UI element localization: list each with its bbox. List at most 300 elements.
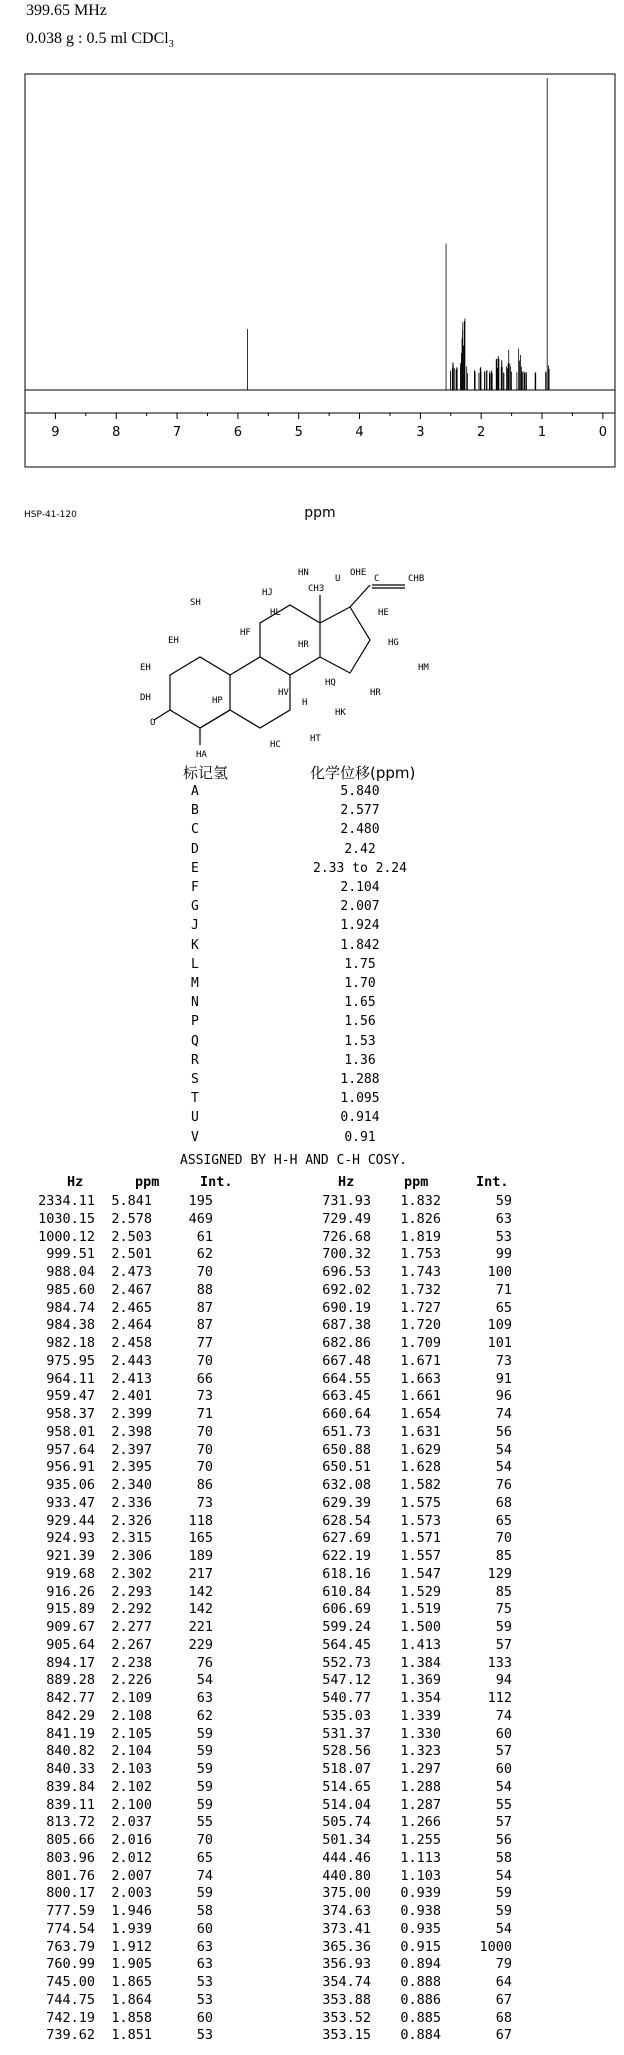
peak-int: 60 [495, 1761, 512, 1777]
peak-ppm: 1.905 [111, 1956, 152, 1973]
peak-hz: 692.02 [322, 1281, 371, 1298]
peak-int: 54 [196, 1672, 213, 1689]
peak-ppm: 0.886 [400, 1991, 441, 2008]
peak-int: 133 [487, 1654, 512, 1671]
assign-label: V [191, 1129, 199, 1145]
assign-label: S [191, 1072, 199, 1087]
peak-ppm: 1.865 [111, 1974, 152, 1990]
peak-int: 59 [495, 1885, 512, 1902]
peak-hz: 894.17 [46, 1654, 95, 1671]
peak-int: 91 [495, 1370, 512, 1387]
peak-ppm: 1.573 [400, 1512, 441, 1529]
peak-int: 189 [188, 1548, 213, 1564]
peak-ppm: 1.864 [111, 1991, 152, 2008]
peak-ppm: 1.575 [400, 1494, 441, 1511]
peak-ppm: 0.894 [400, 1956, 441, 1973]
peak-ppm: 1.288 [400, 1778, 441, 1795]
peak-hz: 839.84 [46, 1778, 95, 1795]
assign-label: D [191, 841, 199, 857]
peak-hz: 919.68 [46, 1565, 95, 1582]
peak-hz: 805.66 [46, 1832, 95, 1848]
peak-int: 73 [495, 1352, 512, 1369]
peak-int: 70 [196, 1832, 213, 1848]
peak-hz: 739.62 [46, 2027, 95, 2044]
peak-ppm: 2.395 [111, 1459, 152, 1476]
peak-ppm: 1.858 [111, 2009, 152, 2026]
peak-int: 70 [196, 1423, 213, 1440]
peak-ppm: 0.888 [400, 1974, 441, 1990]
label-r-mid: HR [298, 640, 309, 650]
peak-ppm: 1.500 [400, 1619, 441, 1635]
x-axis-label: ppm [304, 505, 336, 521]
peak-int: 70 [196, 1459, 213, 1476]
peak-ppm: 1.103 [400, 1867, 441, 1884]
peak-int: 85 [495, 1548, 512, 1564]
label-h: H [302, 698, 308, 708]
carbonyl-bond [154, 710, 170, 720]
peak-int: 73 [196, 1388, 213, 1405]
peak-hz: 528.56 [322, 1743, 371, 1760]
peak-ppm: 1.629 [400, 1441, 441, 1458]
peak-hz: 742.19 [46, 2009, 95, 2026]
peak-hz: 841.19 [46, 1725, 95, 1742]
peak-hz: 663.45 [322, 1388, 371, 1405]
peak-ppm: 0.885 [400, 2009, 441, 2026]
assign-label: A [191, 784, 199, 799]
assign-label: T [191, 1091, 199, 1107]
peak-ppm: 2.105 [111, 1725, 152, 1742]
peak-hz: 2334.11 [38, 1193, 95, 1209]
peak-int: 71 [196, 1406, 213, 1422]
peak-ppm: 2.326 [111, 1512, 152, 1529]
peak-ppm: 1.628 [400, 1459, 441, 1476]
peak-int: 56 [495, 1832, 512, 1848]
label-j: HJ [262, 588, 273, 598]
peak-hz: 606.69 [322, 1601, 371, 1618]
peak-hz: 518.07 [322, 1761, 371, 1777]
sample-sub: 3 [168, 39, 174, 51]
assignment-note: ASSIGNED BY H-H AND C-H COSY. [180, 1153, 407, 1168]
peak-ppm: 1.753 [400, 1246, 441, 1263]
peak-int: 60 [196, 1920, 213, 1937]
peak-int: 85 [495, 1583, 512, 1600]
peak-int: 74 [196, 1867, 213, 1884]
peak-ppm: 2.102 [111, 1778, 152, 1795]
peak-int: 68 [495, 2009, 512, 2026]
peak-header-ppm-right: ppm [404, 1174, 429, 1190]
peak-int: 165 [188, 1530, 213, 1547]
peak-int: 59 [196, 1761, 213, 1777]
assign-label: F [191, 880, 199, 895]
peak-int: 65 [495, 1299, 512, 1316]
assign-shift: 5.840 [340, 784, 380, 799]
peak-int: 59 [196, 1743, 213, 1760]
peak-int: 55 [495, 1796, 512, 1813]
sample-main: 0.038 g : 0.5 ml CDCl [26, 30, 169, 47]
peak-ppm: 1.709 [400, 1335, 441, 1351]
peak-ppm: 1.519 [400, 1601, 441, 1618]
peak-hz: 958.01 [46, 1423, 95, 1440]
peak-int: 53 [196, 2027, 213, 2044]
assign-label: L [191, 956, 199, 972]
label-e-left: EH [140, 663, 151, 673]
x-tick-label: 8 [112, 425, 121, 440]
x-tick-label: 1 [537, 425, 547, 440]
assign-label: E [191, 860, 199, 876]
peak-ppm: 1.826 [400, 1210, 441, 1227]
peak-ppm: 0.939 [400, 1885, 441, 1902]
assign-shift: 1.70 [344, 976, 376, 991]
peak-hz: 988.04 [46, 1264, 95, 1280]
peak-hz: 682.86 [322, 1335, 371, 1351]
peak-ppm: 1.266 [400, 1814, 441, 1831]
peak-hz: 610.84 [322, 1583, 371, 1600]
ring-d [320, 607, 370, 673]
peak-int: 63 [196, 1938, 213, 1955]
peak-int: 60 [196, 2009, 213, 2026]
peak-hz: 700.32 [322, 1246, 371, 1263]
peak-hz: 774.54 [46, 1920, 95, 1937]
peak-ppm: 2.399 [111, 1406, 152, 1422]
assign-label: B [191, 803, 199, 819]
x-tick-label: 7 [172, 425, 182, 440]
peak-int: 71 [495, 1281, 512, 1298]
assign-label: N [191, 995, 199, 1011]
peak-ppm: 1.946 [111, 1903, 152, 1919]
peak-int: 88 [196, 1281, 213, 1298]
peak-hz: 599.24 [322, 1619, 371, 1635]
peak-int: 63 [196, 1690, 213, 1706]
peak-int: 96 [495, 1388, 512, 1405]
peak-ppm: 2.292 [111, 1601, 152, 1618]
peak-int: 59 [196, 1725, 213, 1742]
peak-hz: 842.77 [46, 1690, 95, 1706]
peak-hz: 984.74 [46, 1299, 95, 1316]
peak-ppm: 2.016 [111, 1832, 152, 1848]
peak-int: 87 [196, 1299, 213, 1316]
label-s: SH [190, 598, 201, 608]
ethynyl-bond [350, 585, 370, 607]
peak-int: 65 [196, 1849, 213, 1866]
peak-int: 87 [196, 1317, 213, 1334]
peak-int: 58 [196, 1903, 213, 1919]
assign-label: Q [191, 1033, 199, 1049]
label-oh: OHE [350, 568, 367, 578]
peak-header-ppm-left: ppm [135, 1174, 160, 1190]
peak-ppm: 1.330 [400, 1725, 441, 1742]
peak-hz: 729.49 [322, 1210, 371, 1227]
peak-int: 64 [495, 1974, 512, 1990]
peak-header-int-right: Int. [476, 1174, 509, 1190]
assign-shift: 1.75 [344, 956, 376, 972]
assign-shift: 1.924 [340, 918, 380, 934]
peak-hz: 547.12 [322, 1672, 371, 1689]
peak-int: 118 [188, 1512, 213, 1529]
peak-hz: 514.65 [322, 1778, 371, 1795]
peak-hz: 374.63 [322, 1903, 371, 1919]
peak-int: 217 [188, 1565, 213, 1582]
ring-c [260, 605, 320, 675]
peak-int: 74 [495, 1707, 512, 1724]
peak-hz: 909.67 [46, 1619, 95, 1635]
peak-hz: 985.60 [46, 1281, 95, 1298]
peak-ppm: 2.464 [111, 1317, 152, 1334]
peak-ppm: 1.323 [400, 1743, 441, 1760]
peak-ppm: 2.465 [111, 1299, 152, 1316]
peak-hz: 760.99 [46, 1956, 95, 1973]
peak-int: 94 [495, 1672, 512, 1689]
peak-hz: 777.59 [46, 1903, 95, 1919]
peak-hz: 763.79 [46, 1938, 95, 1955]
assign-label: P [191, 1014, 199, 1030]
peak-ppm: 2.108 [111, 1707, 152, 1724]
peak-hz: 650.88 [322, 1441, 371, 1458]
peak-hz: 628.54 [322, 1512, 371, 1529]
label-d: DH [140, 693, 151, 703]
peak-int: 53 [196, 1974, 213, 1990]
nmr-spectrum-chart [0, 70, 624, 530]
peak-hz: 650.51 [322, 1459, 371, 1476]
peak-hz: 905.64 [46, 1636, 95, 1653]
peak-ppm: 1.287 [400, 1796, 441, 1813]
label-p: HP [212, 696, 223, 706]
peak-int: 76 [196, 1654, 213, 1671]
peak-int: 55 [196, 1814, 213, 1831]
peak-int: 54 [495, 1867, 512, 1884]
peak-hz: 916.26 [46, 1583, 95, 1600]
peak-int: 59 [495, 1619, 512, 1635]
peak-ppm: 1.547 [400, 1565, 441, 1582]
peak-hz: 975.95 [46, 1352, 95, 1369]
peak-int: 54 [495, 1920, 512, 1937]
peak-ppm: 2.103 [111, 1761, 152, 1777]
peak-int: 67 [495, 2027, 512, 2044]
assign-label: J [191, 918, 199, 934]
assign-label: U [191, 1110, 199, 1126]
assign-shift: 1.36 [344, 1052, 376, 1068]
peak-hz: 627.69 [322, 1530, 371, 1547]
peak-ppm: 2.104 [111, 1743, 152, 1760]
label-q: HQ [325, 678, 336, 688]
peak-ppm: 1.663 [400, 1370, 441, 1387]
peak-hz: 731.93 [322, 1193, 371, 1209]
peak-ppm: 1.912 [111, 1938, 152, 1955]
peak-ppm: 2.413 [111, 1370, 152, 1387]
peak-int: 100 [487, 1264, 512, 1280]
peak-ppm: 1.339 [400, 1707, 441, 1724]
peak-ppm: 1.720 [400, 1317, 441, 1334]
peak-ppm: 2.401 [111, 1388, 152, 1405]
assign-label: M [191, 976, 199, 991]
label-u: U [335, 574, 341, 584]
peak-hz: 1030.15 [38, 1210, 95, 1227]
peak-hz: 444.46 [322, 1849, 371, 1866]
peak-int: 62 [196, 1707, 213, 1724]
assign-shift: 2.104 [340, 880, 380, 895]
peak-int: 86 [196, 1477, 213, 1493]
peak-ppm: 2.100 [111, 1796, 152, 1813]
peak-int: 56 [495, 1423, 512, 1440]
peak-int: 109 [487, 1317, 512, 1334]
frequency-label: 399.65 MHz [26, 2, 107, 19]
peak-hz: 501.34 [322, 1832, 371, 1848]
peak-hz: 840.82 [46, 1743, 95, 1760]
peak-int: 73 [196, 1494, 213, 1511]
peak-ppm: 2.398 [111, 1423, 152, 1440]
peak-ppm: 1.939 [111, 1920, 152, 1937]
x-tick-label: 3 [416, 425, 425, 440]
plot-frame [25, 74, 615, 467]
peak-int: 195 [188, 1193, 213, 1209]
peak-hz: 696.53 [322, 1264, 371, 1280]
assign-shift: 1.842 [340, 937, 380, 953]
sample-label [26, 30, 174, 50]
assign-col1-header: 标记氢 [183, 764, 229, 782]
assign-shift: 1.65 [344, 995, 376, 1011]
assign-label: G [191, 899, 199, 915]
peak-ppm: 1.113 [400, 1849, 441, 1866]
x-tick-label: 6 [233, 425, 243, 440]
label-ch3: CH3 [308, 584, 325, 594]
peak-hz: 839.11 [46, 1796, 95, 1813]
assign-shift: 1.288 [340, 1072, 380, 1087]
peak-hz: 933.47 [46, 1494, 95, 1511]
peak-int: 142 [188, 1601, 213, 1618]
peak-ppm: 2.397 [111, 1441, 152, 1458]
peak-ppm: 1.832 [400, 1193, 441, 1209]
peak-hz: 354.74 [322, 1974, 371, 1990]
x-tick-label: 0 [598, 425, 607, 440]
peak-hz: 690.19 [322, 1299, 371, 1316]
peak-ppm: 1.557 [400, 1548, 441, 1564]
peak-ppm: 2.473 [111, 1264, 152, 1280]
ring-a [170, 657, 230, 728]
peak-hz: 929.44 [46, 1512, 95, 1529]
peak-ppm: 1.631 [400, 1423, 441, 1440]
peak-int: 67 [495, 1991, 512, 2008]
peak-hz: 514.04 [322, 1796, 371, 1813]
peak-ppm: 2.267 [111, 1636, 152, 1653]
peak-hz: 801.76 [46, 1867, 95, 1884]
assign-shift: 0.91 [344, 1129, 376, 1145]
peak-header-hz-right: Hz [338, 1174, 355, 1190]
peak-ppm: 1.582 [400, 1477, 441, 1493]
peak-ppm: 1.732 [400, 1281, 441, 1298]
sample-code: HSP-41-120 [24, 510, 77, 520]
peak-int: 142 [188, 1583, 213, 1600]
peak-int: 65 [495, 1512, 512, 1529]
peak-int: 112 [487, 1690, 512, 1706]
peak-ppm: 1.354 [400, 1690, 441, 1706]
label-r-right: HR [370, 688, 381, 698]
label-k: HK [335, 708, 346, 718]
label-e-right: HE [378, 608, 389, 618]
assign-shift: 1.56 [344, 1014, 376, 1030]
peak-ppm: 1.671 [400, 1352, 441, 1369]
assign-shift: 2.42 [344, 841, 376, 857]
peak-int: 70 [196, 1264, 213, 1280]
peak-int: 70 [196, 1352, 213, 1369]
peak-hz: 632.08 [322, 1477, 371, 1493]
peak-hz: 964.11 [46, 1370, 95, 1387]
peak-hz: 935.06 [46, 1477, 95, 1493]
atom-o: O [150, 718, 156, 728]
assign-label: C [191, 822, 199, 838]
peak-int: 75 [495, 1601, 512, 1618]
peak-hz: 800.17 [46, 1885, 95, 1902]
assign-shift: 2.007 [340, 899, 380, 915]
peak-ppm: 5.841 [111, 1193, 152, 1209]
peak-hz: 375.00 [322, 1885, 371, 1902]
peak-ppm: 1.297 [400, 1761, 441, 1777]
assign-shift: 1.095 [340, 1091, 380, 1107]
label-v: HV [278, 688, 289, 698]
peak-int: 74 [495, 1406, 512, 1422]
peak-int: 54 [495, 1778, 512, 1795]
spectrum-trace [25, 78, 615, 390]
assign-col2-header: 化学位移(ppm) [310, 764, 416, 782]
peak-int: 469 [188, 1210, 213, 1227]
peak-int: 221 [188, 1619, 213, 1635]
molecule-structure [130, 515, 490, 765]
peak-hz: 924.93 [46, 1530, 95, 1547]
peak-ppm: 1.255 [400, 1832, 441, 1848]
peak-ppm: 1.819 [400, 1228, 441, 1245]
peak-hz: 687.38 [322, 1317, 371, 1334]
peak-ppm: 2.501 [111, 1246, 152, 1263]
peak-hz: 667.48 [322, 1352, 371, 1369]
peak-ppm: 0.935 [400, 1920, 441, 1937]
x-tick-label: 4 [355, 425, 364, 440]
peak-ppm: 2.302 [111, 1565, 152, 1582]
peak-int: 58 [495, 1849, 512, 1866]
peak-hz: 921.39 [46, 1548, 95, 1564]
peak-hz: 660.64 [322, 1406, 371, 1422]
peak-hz: 540.77 [322, 1690, 371, 1706]
x-tick-label: 9 [51, 425, 60, 440]
peak-hz: 535.03 [322, 1707, 371, 1724]
peak-int: 66 [196, 1370, 213, 1387]
peak-ppm: 2.293 [111, 1583, 152, 1600]
peak-ppm: 1.654 [400, 1406, 441, 1422]
peak-header-int-left: Int. [200, 1174, 233, 1190]
peak-hz: 353.15 [322, 2027, 371, 2044]
peak-int: 57 [495, 1743, 512, 1760]
peak-ppm: 2.458 [111, 1335, 152, 1351]
peak-hz: 958.37 [46, 1406, 95, 1422]
peak-hz: 505.74 [322, 1814, 371, 1831]
peak-int: 62 [196, 1246, 213, 1263]
peak-hz: 552.73 [322, 1654, 371, 1671]
peak-hz: 618.16 [322, 1565, 371, 1582]
peak-hz: 982.18 [46, 1335, 95, 1351]
peak-hz: 803.96 [46, 1849, 95, 1866]
peak-ppm: 2.226 [111, 1672, 152, 1689]
peak-ppm: 1.727 [400, 1299, 441, 1316]
peak-ppm: 1.661 [400, 1388, 441, 1405]
label-n: HN [298, 568, 309, 578]
peak-hz: 956.91 [46, 1459, 95, 1476]
peak-ppm: 2.037 [111, 1814, 152, 1831]
peak-ppm: 2.238 [111, 1654, 152, 1671]
peak-ppm: 2.467 [111, 1281, 152, 1298]
peak-hz: 440.80 [322, 1867, 371, 1884]
assign-shift: 2.33 to 2.24 [313, 860, 407, 876]
peak-hz: 373.41 [322, 1920, 371, 1937]
peak-ppm: 1.851 [111, 2027, 152, 2044]
label-a: HA [196, 750, 207, 760]
peak-int: 54 [495, 1459, 512, 1476]
